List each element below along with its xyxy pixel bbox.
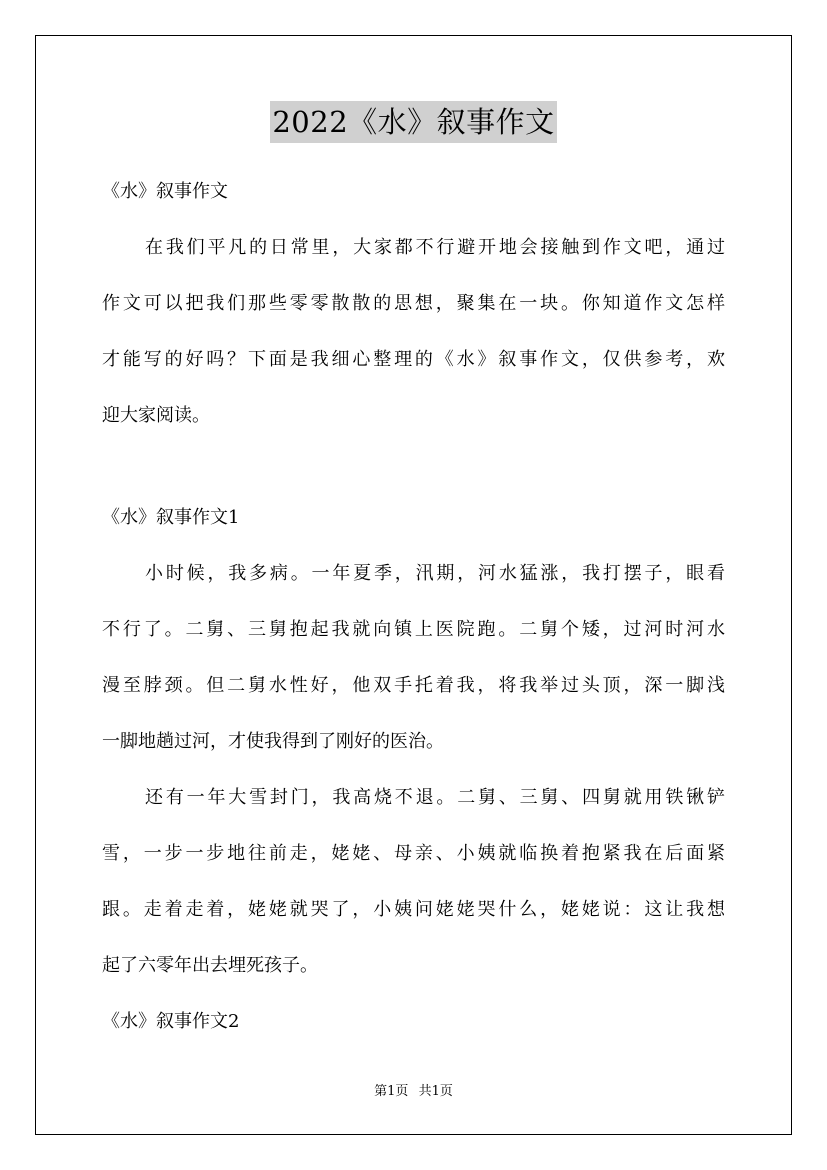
page-number: 第1页 bbox=[374, 1084, 409, 1099]
paragraph-line: 不行了。二舅、三舅抱起我就向镇上医院跑。二舅个矮，过河时河水 bbox=[102, 619, 725, 640]
paragraph-line: 跟。走着走着，姥姥就哭了，小姨问姥姥哭什么，姥姥说：这让我想 bbox=[102, 899, 725, 920]
paragraph-line: 小时候，我多病。一年夏季，汛期，河水猛涨，我打摆子，眼看 bbox=[145, 563, 725, 584]
paragraph-line: 雪，一步一步地往前走，姥姥、母亲、小姨就临换着抱紧我在后面紧 bbox=[102, 843, 725, 864]
essay2-heading: 《水》叙事作文2 bbox=[102, 1011, 240, 1032]
page-footer bbox=[0, 1083, 827, 1101]
title-wrapper bbox=[0, 101, 827, 143]
intro-heading: 《水》叙事作文 bbox=[102, 181, 228, 202]
essay1-paragraph-1 bbox=[102, 546, 725, 770]
paragraph-line: 迎大家阅读。 bbox=[102, 405, 210, 426]
paragraph-line: 一脚地趟过河，才使我得到了刚好的医治。 bbox=[102, 731, 444, 752]
essay1-heading: 《水》叙事作文1 bbox=[102, 507, 240, 528]
paragraph-line: 还有一年大雪封门，我高烧不退。二舅、三舅、四舅就用铁锹铲 bbox=[145, 787, 725, 808]
intro-paragraph bbox=[102, 220, 725, 444]
section-spacer bbox=[102, 444, 725, 490]
paragraph-line: 在我们平凡的日常里，大家都不行避开地会接触到作文吧，通过 bbox=[145, 237, 725, 258]
paragraph-line: 才能写的好吗？下面是我细心整理的《水》叙事作文，仅供参考，欢 bbox=[102, 349, 725, 370]
page-total: 共1页 bbox=[418, 1084, 453, 1099]
essay1-paragraph-2 bbox=[102, 770, 725, 994]
document-title: 2022《水》叙事作文 bbox=[270, 101, 556, 143]
paragraph-line: 作文可以把我们那些零零散散的思想，聚集在一块。你知道作文怎样 bbox=[102, 293, 725, 314]
document-body bbox=[102, 164, 725, 1050]
paragraph-line: 起了六零年出去埋死孩子。 bbox=[102, 955, 318, 976]
paragraph-line: 漫至脖颈。但二舅水性好，他双手托着我，将我举过头顶，深一脚浅 bbox=[102, 675, 725, 696]
